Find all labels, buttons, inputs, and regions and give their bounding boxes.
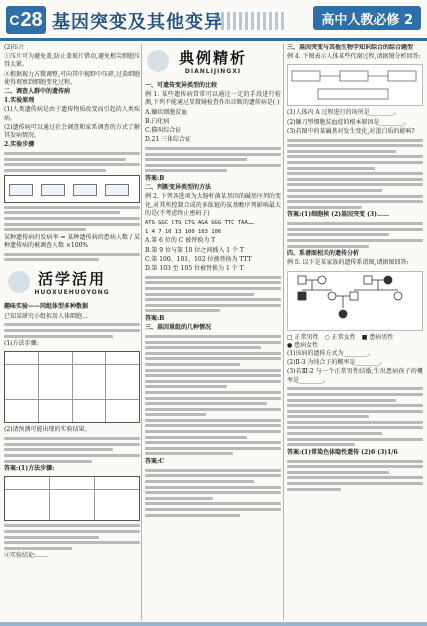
text-line: (2)遗传病可以通过社会调查和家系调查的方式了解其发病情况。 xyxy=(4,123,140,140)
page-letter: C xyxy=(9,12,20,28)
body-text-block xyxy=(145,276,281,313)
section-pinyin: DIANLIJINGXI xyxy=(184,68,242,75)
text-line: (1)人类遗传病是由于遗传物质改变而引起的人类疾病。 xyxy=(4,106,140,122)
body-text-block xyxy=(145,147,281,172)
body-text-block xyxy=(287,387,423,446)
subheading: 二、调查人群中的遗传病 xyxy=(4,88,71,96)
column-divider xyxy=(283,44,284,620)
activity-banner xyxy=(4,267,140,297)
pedigree-chart xyxy=(287,271,423,331)
body-text-block xyxy=(4,323,140,337)
text-line: ①压片可为避免盖,防止盖玻片错动,避免根尖细胞压得太紧。 xyxy=(4,53,140,69)
option-c: C.第 100、101、102 位被替换为 TTT xyxy=(145,255,252,263)
question-text: (1)该病的遗传方式为________。 xyxy=(287,349,374,357)
body-text-block xyxy=(4,206,140,231)
diagram-svg xyxy=(288,65,422,105)
answer-table xyxy=(4,476,140,521)
option-a: A.镰状细胞贫血 xyxy=(145,108,188,116)
body-text-block xyxy=(145,335,281,455)
question-text: (2)镰刀型细胞贫血症的根本原因是________。 xyxy=(287,118,410,126)
question-text: (3)若图中的某碱基对发生变化,对蛋白质的影响? xyxy=(287,127,415,135)
option-d: D.21 三体综合征 xyxy=(145,136,192,144)
legend-item: ○ 正常女性 xyxy=(324,333,356,341)
header-stripe-decoration xyxy=(215,12,285,30)
header-rule xyxy=(0,38,427,41)
subheading: 三、基因突变与其他生物学知识综合的综合题型 xyxy=(287,44,414,51)
ellipse-decoration xyxy=(147,50,169,72)
body-text-block xyxy=(287,139,423,209)
body-text-block xyxy=(287,460,423,491)
question-text: (1)人体内 A 过程进行的场所是________。 xyxy=(287,109,400,117)
subheading: 一、可遗传变异类型的比较 xyxy=(145,82,218,89)
body-text-block xyxy=(145,469,281,517)
question-text: 例 4. 下图表示人体某些代谢过程,请据图分析回答: xyxy=(287,53,421,61)
answer-text: 答案:(1)方法步骤: xyxy=(4,465,55,473)
answer-text: 答案:B xyxy=(145,174,165,182)
pedigree-svg xyxy=(288,272,422,330)
page-title: 基因突变及其他变异 xyxy=(52,12,223,33)
metabolism-diagram xyxy=(287,64,423,106)
question-text: 例 5. 以下是某家族的遗传系谱图,请据图回答: xyxy=(287,259,409,267)
question-text: (2)Ⅱ-3 为纯合子的概率是________。 xyxy=(287,359,386,367)
legend-item: ■ 患病男性 xyxy=(361,333,394,341)
section-banner xyxy=(145,46,281,76)
answer-text: 答案:C xyxy=(145,458,164,466)
answer-text: 答案:(1)细胞核 (2)基因突变 (3)…… xyxy=(287,211,389,219)
activity-title: 活学活用 xyxy=(37,270,106,289)
body-text-block xyxy=(4,152,140,172)
activity-pinyin: HUOXUEHUOYONG xyxy=(34,289,110,297)
formula-text: 某种遗传病的发病率 = 某种遗传病的患病人数 / 某种遗传病的被调查人数 ×100% xyxy=(4,233,140,249)
edition-badge: 高中人教必修 2 xyxy=(313,6,421,30)
text-line: (2)请预测可能出现的实验结果。 xyxy=(4,426,91,434)
sequence-positions: 1 4 7 10 13 100 103 106 xyxy=(145,229,222,236)
footer-band xyxy=(0,622,427,626)
text-line: (2)压片 xyxy=(4,44,25,51)
subheading: 四、系谱图相关的遗传分析 xyxy=(287,250,360,258)
legend-item: ● 患病女性 xyxy=(287,341,319,349)
column-divider xyxy=(141,44,142,620)
option-b: B.白化病 xyxy=(145,117,170,125)
subheading: 二、判断变异类型的方法 xyxy=(145,184,212,192)
section-title: 典例精析 xyxy=(178,49,247,67)
body-text-block xyxy=(287,222,423,247)
answer-text: 答案:(1)常染色体隐性遗传 (2)0 (3)1/6 xyxy=(287,448,398,456)
text-line: 趣味实验——同组体型多种数据 xyxy=(4,303,89,311)
page-number: 28 xyxy=(20,8,43,31)
subheading: 2.实验步骤 xyxy=(4,141,35,149)
flow-diagram xyxy=(4,175,140,203)
text-line: 已知某研究小组拟用人体细胞... xyxy=(4,312,88,320)
text-line: ②根据视力方微调整,可向其中视野中压碎,过染细胞使得观察到细胞变化过程。 xyxy=(4,70,140,86)
legend-item: □ 正常男性 xyxy=(287,333,319,341)
ellipse-decoration xyxy=(8,271,30,293)
question-text: (3)若Ⅲ-2 与一个正常男性结婚,生出患病孩子的概率是________。 xyxy=(287,368,423,384)
option-c: C.猫叫综合征 xyxy=(145,127,182,135)
column-right xyxy=(287,44,423,622)
column-left xyxy=(4,44,140,622)
option-d: D.第 103 至 105 位被替换为 1 个 T xyxy=(145,265,244,273)
option-a: A.第 6 位的 C 被替换为 T xyxy=(145,237,216,245)
subheading: 1.实验原理 xyxy=(4,97,35,105)
question-text: 例 1. 某些遗传病常常可以通过一定的手段进行检测,下列不能通过显微镜检查作出诊断的遗传病是( ) xyxy=(145,91,281,107)
experiment-table xyxy=(4,351,140,423)
column-middle xyxy=(145,44,281,622)
answer-text: 答案:B xyxy=(145,314,165,322)
option-b: B.第 9 位与第 10 位之间插入 1 个 T xyxy=(145,246,244,254)
pedigree-legend xyxy=(287,334,423,350)
text-line: ④实验结论:…… xyxy=(4,552,49,560)
question-text: 例 2. 下列各选项为大肠杆菌某基因的碱基序列的变化,对其所控制合成的多肽链的氨基酸序列影响最大的是(不考虑终止密码子) xyxy=(145,193,281,217)
text-line: (1)方法步骤: xyxy=(4,340,39,348)
sequence-text: ATG GGC CTG CTG AGA GGG TTC TAA…… xyxy=(145,220,255,226)
page-header xyxy=(0,0,427,40)
body-text-block xyxy=(4,253,140,262)
body-text-block xyxy=(4,437,140,462)
body-text-block xyxy=(4,524,140,549)
subheading: 三、基因重组的几种情况 xyxy=(145,324,212,332)
page-number-badge xyxy=(6,6,46,34)
